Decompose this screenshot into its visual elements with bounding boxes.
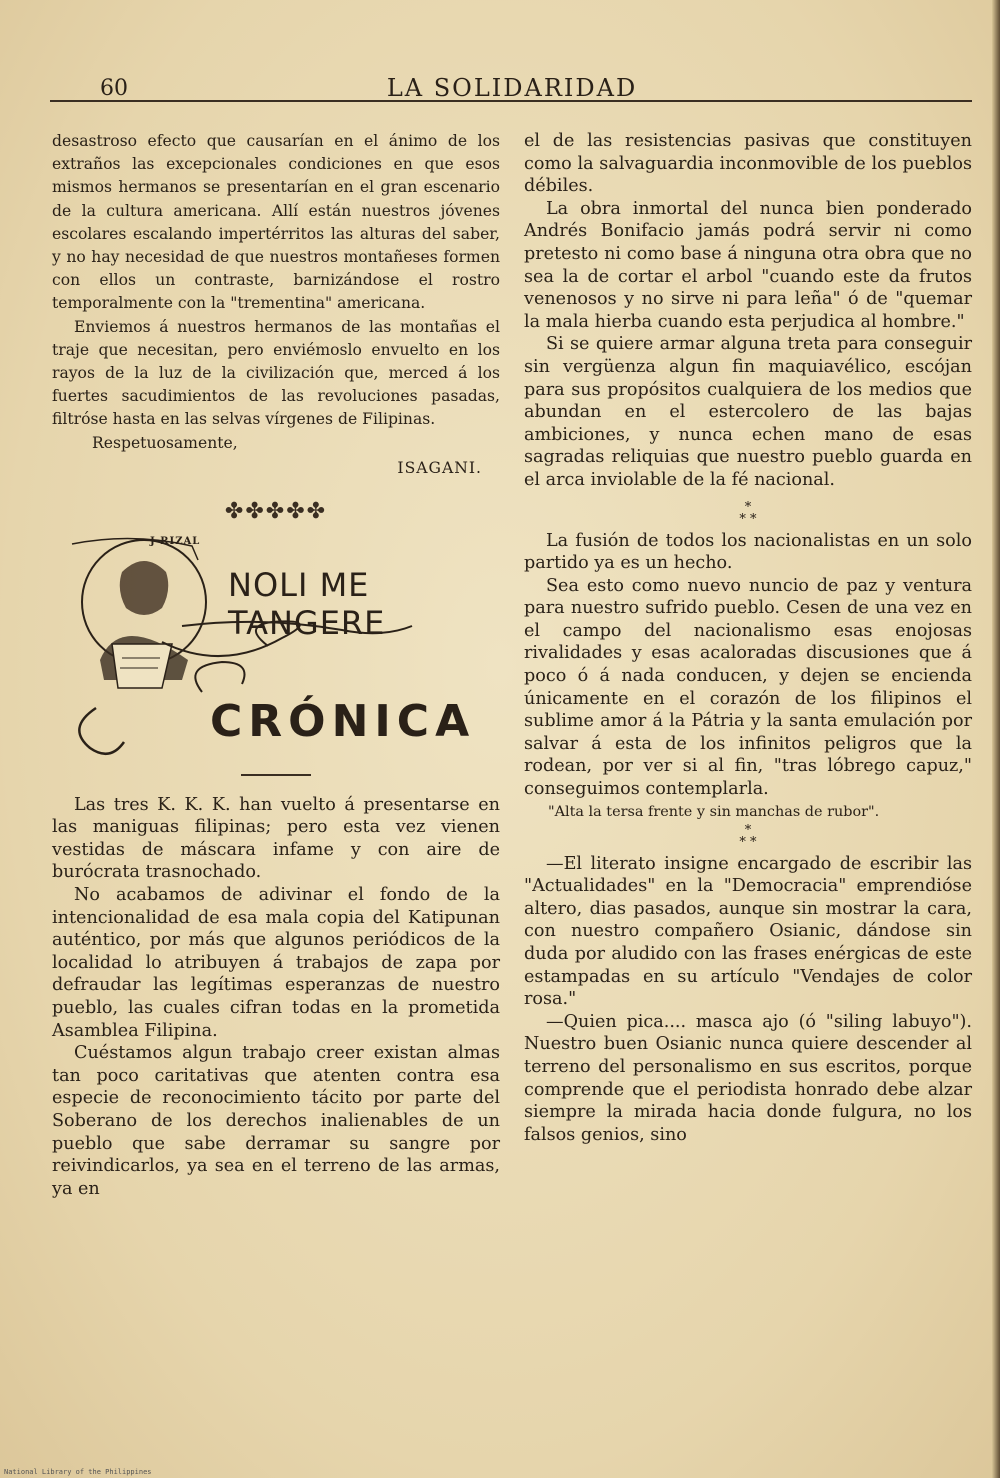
article-paragraph: —Quien pica.... masca ajo (ó "siling labuyo"). Nuestro buen Osianic nunca quiere descender al terreno del personalismo en sus escritos, porque comprende que el periodista honrado debe alzar siempre la mirada hacia donde fulgura, no los falsos genios, sino <box>524 1011 972 1145</box>
right-column <box>524 130 972 1146</box>
cronica-text <box>52 794 500 1201</box>
letter-paragraph: Enviemos á nuestros hermanos de las montañas el traje que necesitan, pero enviémoslo envuelto en los rayos de la luz de la civilización que, merced á los fuertes sacudimientos de las revoluciones pasadas, filtróse hasta en las selvas vírgenes de Filipinas. <box>52 317 500 429</box>
right-text-bottom <box>524 853 972 1147</box>
article-paragraph: La fusión de todos los nacionalistas en un solo partido ya es un hecho. <box>524 530 972 574</box>
library-credit: National Library of the Philippines <box>4 1468 152 1476</box>
verse-quote: "Alta la tersa frente y sin manchas de rubor". <box>548 803 880 820</box>
article-paragraph: —El literato insigne encargado de escribir las "Actualidades" en la "Democracia" emprendióse altero, dias pasados, aunque sin mostrar la cara, con nuestro compañero Osianic, dándose sin duda por aludido con las frases enérgicas de este estampadas en su artículo "Vendajes de color rosa." <box>524 853 972 1010</box>
noli-me-tangere-banner <box>52 532 500 772</box>
letter-signature: ISAGANI. <box>397 458 482 477</box>
header-rule <box>50 100 972 102</box>
masthead-title: LA SOLIDARIDAD <box>386 74 638 102</box>
banner-tag: J RIZAL <box>150 535 201 547</box>
asterism-divider: * * * <box>739 822 757 850</box>
fleuron-ornament: ✤✤✤✤✤ <box>224 498 328 524</box>
asterism-divider: * * * <box>739 499 757 527</box>
right-text-top <box>524 130 972 492</box>
banner-title: NOLI ME TANGERE <box>228 565 386 642</box>
article-paragraph: Si se quiere armar alguna treta para conseguir sin vergüenza algun fin maquiavélico, escójan para sus propósitos cualquiera de los medios que abundan en el estercolero de las bajas ambiciones, y nunca echen mano de esas sagradas reliquias que nuestro pueblo guarda en el arca inviolable de la fé nacional. <box>524 334 972 490</box>
article-paragraph: Sea esto como nuevo nuncio de paz y ventura para nuestro sufrido pueblo. Cesen de una vez en el campo del nacionalismo esas enojosas rivalidades y esas acaloradas discusiones que á poco ó á nada conducen, y dejen se encienda únicamente en el corazón de los filipinos el sublime amor á la Pátria y la santa emulación por salvar á esta de los infinitos peligros que la rodean, por ver si al fin, "tras lóbrego capuz," conseguimos contemplarla. <box>524 575 972 800</box>
article-paragraph: La obra inmortal del nunca bien ponderado Andrés Bonifacio jamás podrá servir ni como pretesto ni como base á ninguna otra obra que no sea la de cortar el arbol "cuando este da frutos venenosos y no sirve ni para leña" ó de "quemar la mala hierba cuando esta perjudica al hombre." <box>524 198 972 332</box>
page-edge <box>992 0 1000 1478</box>
section-rule <box>241 774 311 776</box>
section-title: CRÓNICA <box>210 695 476 747</box>
page-header <box>52 72 972 102</box>
cronica-paragraph: No acabamos de adivinar el fondo de la intencionalidad de esa mala copia del Katipunan auténtico, por más que algunos periódicos de la localidad lo atribuyen á trabajos de zapa por defraudar las legítimas esperanzas de nuestro pueblo, las cuales cifran todas en la prometida Asamblea Filipina. <box>52 885 500 1041</box>
cronica-paragraph: Las tres K. K. K. han vuelto á presentarse en las maniguas filipinas; pero esta vez vienen vestidas de máscara infame y con aire de burócrata trasnochado. <box>52 794 500 883</box>
letter-salutation: Respetuosamente, <box>92 433 238 452</box>
left-column <box>52 130 500 1200</box>
article-paragraph: el de las resistencias pasivas que constituyen como la salvaguardia inconmovible de los pueblos débiles. <box>524 131 972 197</box>
letter-text <box>52 130 500 432</box>
page-number: 60 <box>100 76 128 101</box>
letter-paragraph: desastroso efecto que causarían en el ánimo de los extraños las excepcionales condiciones en que esos mismos hermanos se presentarían en el gran escenario de la cultura americana. Allí están nuestros jóvenes escolares escalando impertérritos las alturas del saber, y no hay necesidad de que nuestros montañeses formen con ellos un contraste, barnizándose el rostro temporalmente con la "trementina" americana. <box>52 132 500 313</box>
right-text-mid <box>524 530 972 823</box>
cronica-paragraph: Cuéstamos algun trabajo creer existan almas tan poco caritativas que atenten contra esa especie de reconocimiento tácito por parte del Soberano de los derechos inalienables de un pueblo que sabe derramar su sangre por reivindicarlos, ya sea en el terreno de las armas, ya en <box>52 1043 500 1199</box>
